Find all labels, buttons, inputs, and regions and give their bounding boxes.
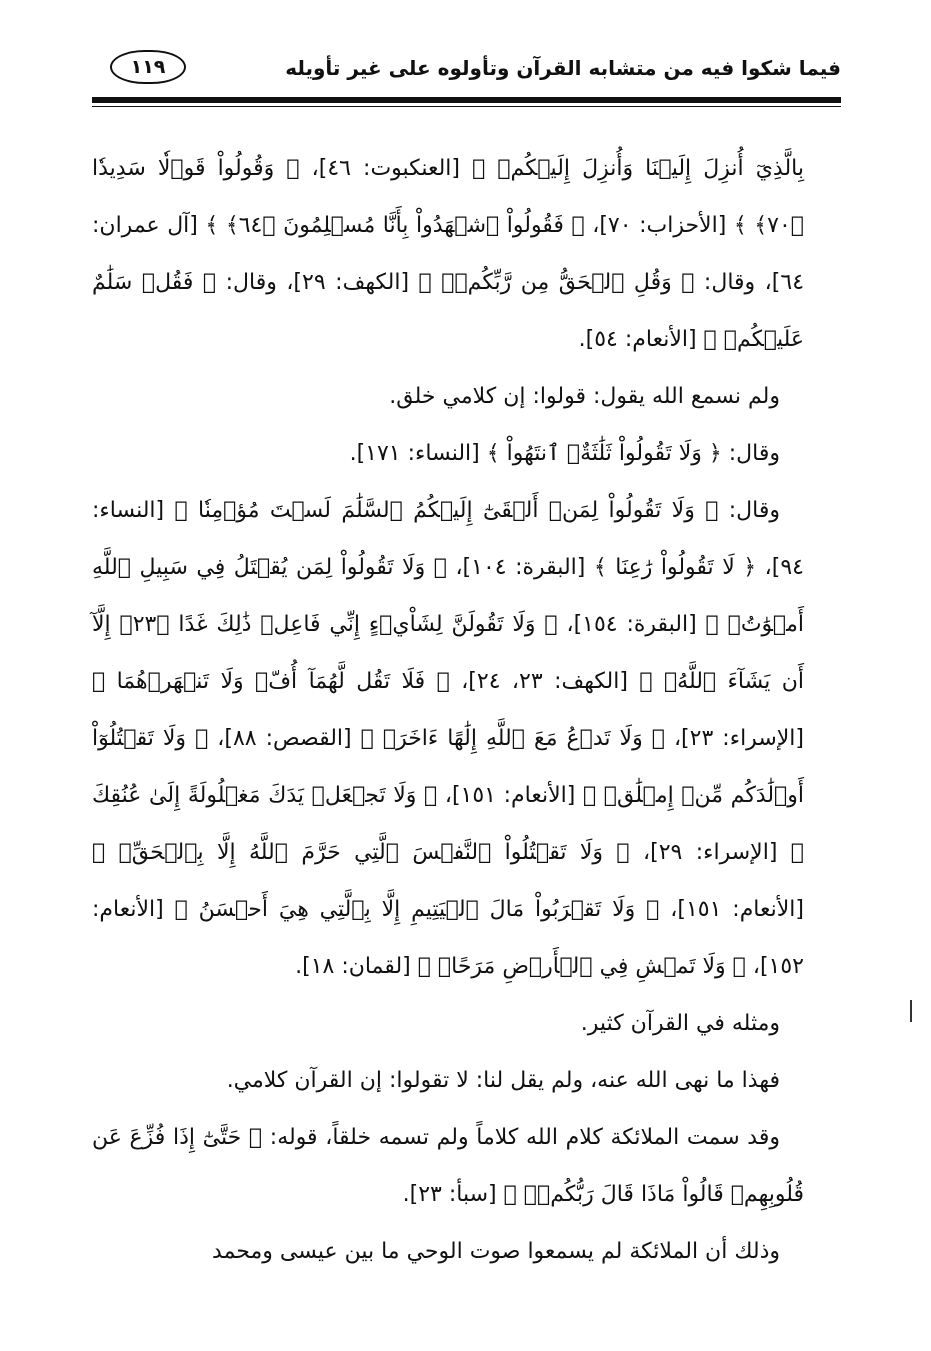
paragraph-many-examples: ومثله في القرآن كثير. [580,1011,780,1036]
paragraph-nisa-171: وقال: ﴿ وَلَا تَقُولُواْ ثَلَٰثَةٌۚ ٱنتَهُواْ ﴾ [النساء: ١٧١]. [349,441,780,466]
body-text [92,140,804,1280]
paragraph-angels-speech: وقد سمت الملائكة كلام الله كلاماً ولم تسمه خلقاً، قوله: ﴿ حَتَّىٰٓ إِذَا فُزِّعَ عَن قُلُوبِهِمۡ قَالُواْ مَاذَا قَالَ رَبُّكُمۡۖ ﴾ [سبأ: ٢٣]. [92,1125,804,1207]
paragraph-what-allah-forbade: فهذا ما نهى الله عنه، ولم يقل لنا: لا تقولوا: إن القرآن كلامي. [226,1068,780,1093]
paragraph-no-creation-claim: ولم نسمع الله يقول: قولوا: إن كلامي خلق. [389,384,780,409]
header-rule-thick [92,97,841,103]
paragraph-prohibition-verses: وقال: ﴿ وَلَا تَقُولُواْ لِمَنۡ أَلۡقَىٰٓ إِلَيۡكُمُ ٱلسَّلَٰمَ لَسۡتَ مُؤۡمِنٗا ﴾ [النساء: ٩٤]، ﴿ لَا تَقُولُواْ رَٰعِنَا ﴾ [البقرة: ١٠٤]، ﴿ وَلَا تَقُولُواْ لِمَن يُقۡتَلُ فِي سَبِيلِ ٱللَّهِ أَمۡوَٰتُۢ ﴾ [البقرة: ١٥٤]، ﴿ وَلَا تَقُولَنَّ لِشَاْيۡءٍ إِنِّي فَاعِلٞ ذَٰلِكَ غَدًا ﴿٢٣﴾ إِلَّآ أَن يَشَآءَ ٱللَّهُۚ ﴾ [الكهف: ٢٣، ٢٤]، ﴿ فَلَا تَقُل لَّهُمَآ أُفّٖ وَلَا تَنۡهَرۡهُمَا ﴾ [الإسراء: ٢٣]، ﴿ وَلَا تَدۡعُ مَعَ ٱللَّهِ إِلَٰهًا ءَاخَرَۘ ﴾ [القصص: ٨٨]، ﴿ وَلَا تَقۡتُلُوٓاْ أَوۡلَٰدَكُم مِّنۡ إِمۡلَٰقٖ ﴾ [الأنعام: ١٥١]، ﴿ وَلَا تَجۡعَلۡ يَدَكَ مَغۡلُولَةً إِلَىٰ عُنُقِكَ ﴾ [الإسراء: ٢٩]، ﴿ وَلَا تَقۡتُلُواْ ٱلنَّفۡسَ ٱلَّتِي حَرَّمَ ٱللَّهُ إِلَّا بِٱلۡحَقِّۚ ﴾ [الأنعام: ١٥١]، ﴿ وَلَا تَقۡرَبُواْ مَالَ ٱلۡيَتِيمِ إِلَّا بِٱلَّتِي هِيَ أَحۡسَنُ ﴾ [الأنعام: ١٥٢]، ﴿ وَلَا تَمۡشِ فِي ٱلۡأَرۡضِ مَرَحًاۖ ﴾ [لقمان: ١٨]. [92,498,805,979]
header-rule-thin [92,106,841,107]
running-header [92,40,841,92]
paragraph-quran-verses-continuation: بِالَّذِيٓ أُنزِلَ إِلَيۡنَا وَأُنزِلَ إِلَيۡكُمۡ ﴾ [العنكبوت: ٤٦]، ﴿ وَقُولُواْ قَوۡلٗا سَدِيدٗا ﴿٧٠﴾ ﴾ [الأحزاب: ٧٠]، ﴿ فَقُولُواْ ٱشۡهَدُواْ بِأَنَّا مُسۡلِمُونَ ﴿٦٤﴾ ﴾ [آل عمران: ٦٤]، وقال: ﴿ وَقُلِ ٱلۡحَقُّ مِن رَّبِّكُمۡۖ ﴾ [الكهف: ٢٩]، وقال: ﴿ فَقُلۡ سَلَٰمٌ عَلَيۡكُمۡ ﴾ [الأنعام: ٥٤]. [92,156,805,352]
page-number: ١١٩ [110,50,186,84]
paragraph-angels-revelation: وذلك أن الملائكة لم يسمعوا صوت الوحي ما بين عيسى ومحمد [212,1239,780,1264]
scan-edge-mark [910,1000,912,1022]
chapter-title: فيما شكوا فيه من متشابه القرآن وتأولوه على غير تأويله [285,56,841,80]
